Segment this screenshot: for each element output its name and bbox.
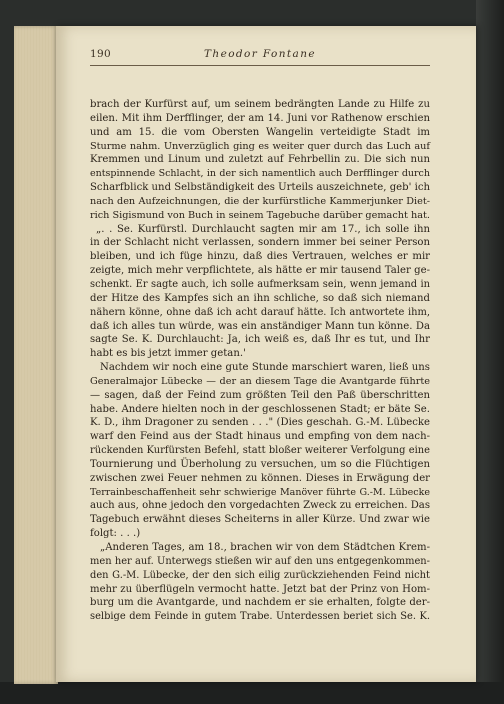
text-line: nach den Aufzeichnungen, die der kurfürstliche Kammerjunker Diet- [90,195,430,207]
text-line: auch aus, ohne jedoch den vorgedachten Zweck zu erreichen. Das [90,500,430,512]
page-edges [14,26,58,684]
page-number: 190 [90,48,111,60]
text-line: Scharfblick und Selbständigkeit des Urteils auszeichnete, geb' ich [90,182,430,194]
text-line: burg um die Avantgarde, und nachdem er sie erhalten, folgte der- [90,597,430,609]
body-text [90,98,430,624]
text-line: nähern könne, ohne daß ich acht darauf hätte. Ich antwortete ihm, [90,306,430,318]
header-rule [90,65,430,66]
text-line: den G.-M. Lübecke, der den sich eilig zurückziehenden Feind nicht [90,569,430,581]
backdrop-bottom [0,682,504,704]
text-line: — sagen, daß der Feind zum größten Teil den Paß überschritten [90,389,430,401]
text-line: folgt: . . .) [90,528,141,540]
text-line: Tournierung und Überholung zu versuchen, um so die Flüchtigen [90,458,430,470]
text-line: sagte Se. K. Durchlaucht: Ja, ich weiß es, daß Ihr es tut, und Ihr [90,334,430,346]
text-line: Terrainbeschaffenheit sehr schwierige Manöver führte G.-M. Lübecke [90,486,430,498]
text-line: Kremmen und Linum und zuletzt auf Fehrbellin zu. Die sich nun [90,154,430,166]
text-line: Nachdem wir noch eine gute Stunde marschiert waren, ließ uns [100,362,430,374]
text-line: habt es bis jetzt immer getan.' [90,348,246,360]
text-line: schenkt. Er sagte auch, ich solle aufmerksam sein, wenn jemand in [90,278,430,290]
text-line: entspinnende Schlacht, in der sich namentlich auch Derfflinger durch [90,168,430,180]
running-title: Theodor Fontane [204,48,316,60]
backdrop-right [476,0,504,704]
text-line: Sturme nahm. Unverzüglich ging es weiter quer durch das Luch auf [90,140,430,152]
text-line: in der Schlacht nicht verlassen, sondern immer bei seiner Person [90,237,430,249]
text-line: brach der Kurfürst auf, um seinem bedrängten Lande zu Hilfe zu [90,99,430,110]
text-line: mehr zu überflügeln vermocht hatte. Jetzt bat der Prinz von Hom- [90,583,430,595]
text-line: K. D., ihm Dragoner zu senden . . ." (Dies geschah. G.-M. Lübecke [90,417,430,429]
text-line: zwischen zwei Feuer nehmen zu können. Dieses in Erwägung der [90,472,430,484]
text-line: selbige dem Feinde in gutem Trabe. Unterdessen beriet sich Se. K. [90,611,430,623]
text-line: eilen. Mit ihm Derfflinger, der am 14. Juni vor Rathenow erschien [90,112,430,124]
text-line: der Hitze des Kampfes sich an ihn schliche, so daß sich niemand [90,292,430,304]
text-line: und am 15. die vom Obersten Wangelin verteidigte Stadt im [90,126,430,138]
text-line: Tagebuch erwähnt dieses Scheiterns in aller Kürze. Und zwar wie [90,514,430,526]
text-line: habe. Andere hielten noch in der geschlossenen Stadt; er bäte Se. [90,403,430,415]
text-line: „. . Se. Kurfürstl. Durchlaucht sagten mir am 17., ich solle ihn [96,223,430,235]
text-line: warf den Feind aus der Stadt hinaus und empfing von dem nach- [90,431,430,443]
text-line: Generalmajor Lübecke — der an diesem Tage die Avantgarde führte [90,375,430,387]
text-line: rich Sigismund von Buch in seinem Tagebuche darüber gemacht hat. [90,209,430,221]
text-line: men her auf. Unterwegs stießen wir auf den uns entgegenkommen- [90,555,430,567]
text-line: bleiben, und ich füge hinzu, daß dies Vertrauen, welches er mir [90,251,430,263]
text-line: „Anderen Tages, am 18., brachen wir von dem Städtchen Krem- [100,542,430,553]
text-line: zeigte, mich mehr verpflichtete, als hätte er mir tausend Taler ge- [90,265,430,277]
page-header [90,48,430,64]
text-line: rückenden Kurfürsten Befehl, statt bloßer weiterer Verfolgung eine [90,445,430,457]
text-line: daß ich alles tun würde, was ein anständiger Mann tun könne. Da [90,320,430,332]
